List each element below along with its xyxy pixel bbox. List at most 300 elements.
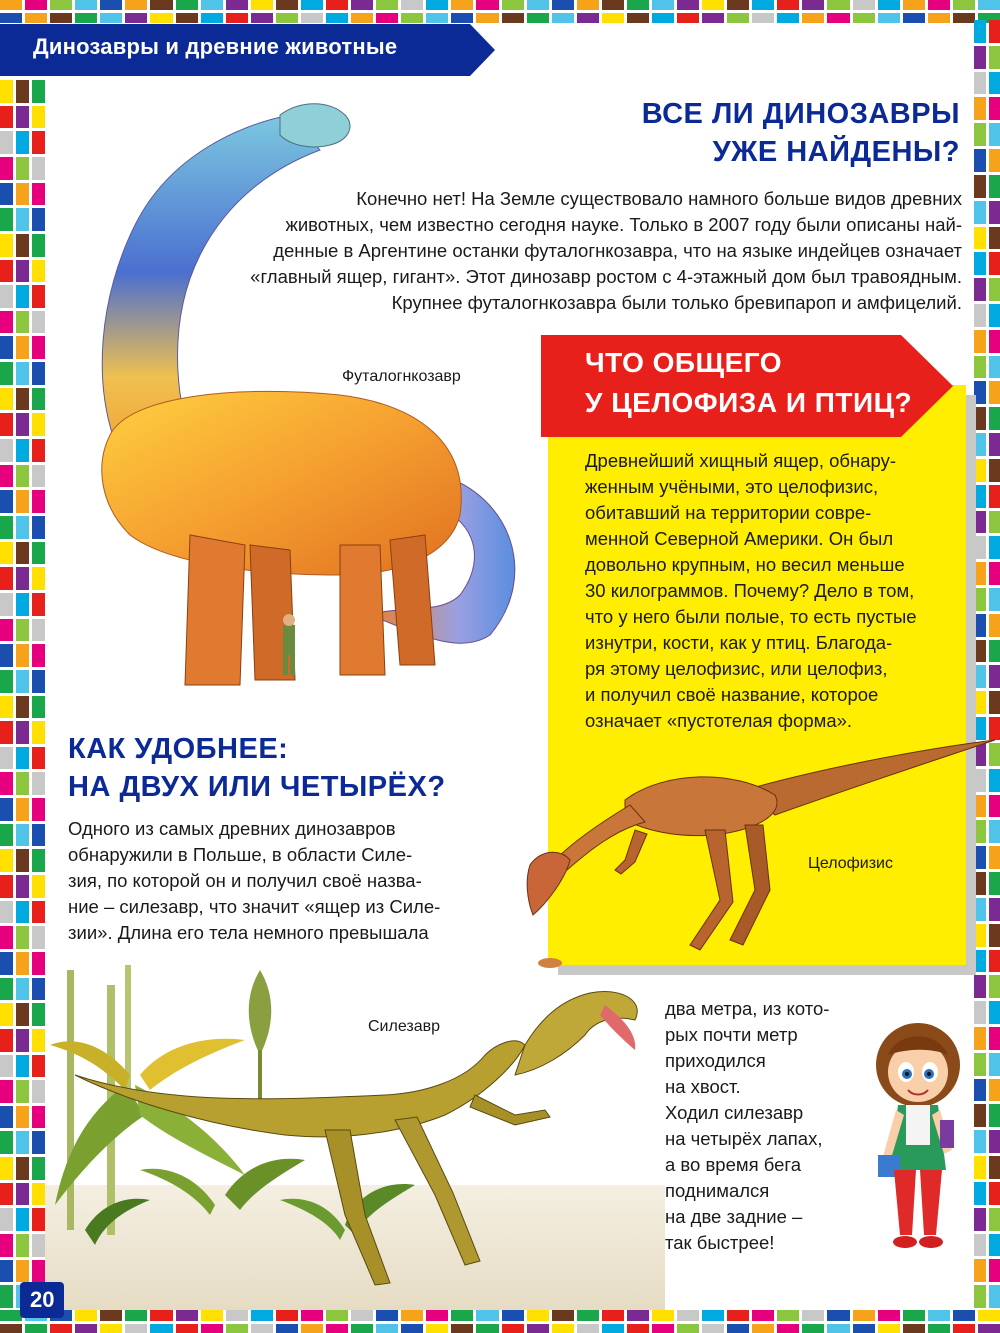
border-tile <box>0 13 22 23</box>
section2-line: обитавший на территории совре- <box>585 502 872 523</box>
border-tile <box>376 1310 398 1321</box>
border-tile <box>226 0 248 10</box>
border-tile <box>301 0 323 10</box>
border-tile <box>16 542 29 565</box>
red-heading-banner <box>541 335 953 437</box>
border-tile <box>125 1310 147 1321</box>
border-tile <box>32 1234 45 1257</box>
border-tile <box>0 875 13 898</box>
border-tile <box>827 1310 849 1321</box>
border-tile <box>32 978 45 1001</box>
border-tile <box>16 465 29 488</box>
border-tile <box>426 0 448 10</box>
border-tile <box>16 80 29 103</box>
border-tile <box>201 13 223 23</box>
border-tile <box>827 1324 849 1333</box>
border-tile <box>989 1208 1000 1231</box>
border-tile <box>100 13 122 23</box>
border-tile <box>16 1055 29 1078</box>
border-tile <box>401 1310 423 1321</box>
border-tile <box>702 1310 724 1321</box>
section3-continued-line: на четырёх лапах, <box>665 1128 823 1149</box>
border-tile <box>0 849 13 872</box>
border-tile <box>0 901 13 924</box>
border-tile <box>974 46 986 69</box>
coelophysis-illustration <box>515 730 1000 980</box>
border-tile <box>16 362 29 385</box>
border-tile <box>0 1055 13 1078</box>
border-tile <box>0 1003 13 1026</box>
border-tile <box>16 619 29 642</box>
border-tile <box>974 1234 986 1257</box>
border-tile <box>376 1324 398 1333</box>
border-tile <box>989 149 1000 172</box>
border-tile <box>0 516 13 539</box>
border-tile <box>32 1080 45 1103</box>
border-tile <box>827 0 849 10</box>
border-tile <box>989 1053 1000 1076</box>
border-tile <box>702 1324 724 1333</box>
border-tile <box>752 1324 774 1333</box>
border-tile <box>376 13 398 23</box>
border-tile <box>0 0 22 10</box>
border-tile <box>16 978 29 1001</box>
border-tile <box>0 465 13 488</box>
border-tile <box>989 433 1000 456</box>
border-tile <box>989 640 1000 663</box>
border-tile <box>974 1053 986 1076</box>
border-tile <box>16 157 29 180</box>
border-tile <box>451 13 473 23</box>
border-tile <box>201 1310 223 1321</box>
border-tile <box>989 175 1000 198</box>
section2-line: Древнейший хищный ящер, обнару- <box>585 450 896 471</box>
coelophysis-caption: Целофизис <box>808 855 893 872</box>
border-tile <box>125 0 147 10</box>
section3-body <box>68 816 488 946</box>
border-tile <box>974 330 986 353</box>
border-tile <box>32 1183 45 1206</box>
border-tile <box>627 0 649 10</box>
border-tile <box>989 1259 1000 1282</box>
border-tile <box>301 13 323 23</box>
section3-continued-line: так быстрее! <box>665 1232 775 1253</box>
section2-body <box>585 448 955 734</box>
border-tile <box>0 106 13 129</box>
border-tile <box>602 13 624 23</box>
section3-heading-line2: НА ДВУХ ИЛИ ЧЕТЫРЁХ? <box>68 771 446 803</box>
border-tile <box>16 1157 29 1180</box>
section3-continued-line: на хвост. <box>665 1076 741 1097</box>
border-tile <box>16 952 29 975</box>
border-tile <box>752 1310 774 1321</box>
border-tile <box>677 13 699 23</box>
border-tile <box>0 747 13 770</box>
section3-continued-line: два метра, из кото- <box>665 998 830 1019</box>
border-tile <box>0 234 13 257</box>
border-tile <box>989 1130 1000 1153</box>
border-tile <box>16 234 29 257</box>
border-tile <box>974 304 986 327</box>
section2-heading <box>585 343 912 423</box>
border-tile <box>953 0 975 10</box>
border-tile <box>928 1310 950 1321</box>
futalognkosaurus-illustration <box>40 95 540 700</box>
border-tile <box>50 13 72 23</box>
border-tile <box>0 490 13 513</box>
section2-line: и получил своё название, которое <box>585 684 879 705</box>
border-tile <box>989 1104 1000 1127</box>
border-tile <box>953 13 975 23</box>
border-tile <box>32 926 45 949</box>
section2-line: изнутри, кости, как у птиц. Благода- <box>585 632 893 653</box>
border-tile <box>50 1324 72 1333</box>
border-tile <box>989 1234 1000 1257</box>
border-tile <box>32 952 45 975</box>
border-tile <box>251 0 273 10</box>
border-tile <box>989 97 1000 120</box>
top-tile-border <box>0 0 1000 20</box>
section2-line: женным учёными, это целофизис, <box>585 476 879 497</box>
border-tile <box>989 227 1000 250</box>
section3-heading-line1: КАК УДОБНЕЕ: <box>68 733 289 765</box>
border-tile <box>0 1131 13 1154</box>
border-tile <box>627 1324 649 1333</box>
border-tile <box>476 0 498 10</box>
border-tile <box>16 567 29 590</box>
border-tile <box>276 1310 298 1321</box>
header-title: Динозавры и древние животные <box>33 34 398 59</box>
border-tile <box>0 1183 13 1206</box>
border-tile <box>652 1310 674 1321</box>
border-tile <box>16 772 29 795</box>
section2-line: что у него были полые, то есть пустые <box>585 606 917 627</box>
border-tile <box>16 285 29 308</box>
border-tile <box>974 1104 986 1127</box>
border-tile <box>0 1208 13 1231</box>
border-tile <box>527 13 549 23</box>
border-tile <box>974 1259 986 1282</box>
border-tile <box>989 1182 1000 1205</box>
border-tile <box>989 356 1000 379</box>
border-tile <box>974 356 986 379</box>
border-tile <box>989 252 1000 275</box>
border-tile <box>75 1310 97 1321</box>
border-tile <box>150 1324 172 1333</box>
border-tile <box>989 407 1000 430</box>
border-tile <box>853 0 875 10</box>
border-tile <box>16 721 29 744</box>
border-tile <box>652 1324 674 1333</box>
section3-line: зии». Длина его тела немного превышала <box>68 922 429 943</box>
border-tile <box>989 201 1000 224</box>
girl-mascot-illustration <box>868 1020 968 1255</box>
border-tile <box>25 1324 47 1333</box>
border-tile <box>16 260 29 283</box>
border-tile <box>32 721 45 744</box>
border-tile <box>0 1080 13 1103</box>
border-tile <box>326 1324 348 1333</box>
border-tile <box>989 72 1000 95</box>
border-tile <box>677 0 699 10</box>
section1-line: Крупнее футалогнкозавра были только бревипароп и амфицелий. <box>391 292 962 313</box>
border-tile <box>974 252 986 275</box>
border-tile <box>276 0 298 10</box>
border-tile <box>426 13 448 23</box>
border-tile <box>974 97 986 120</box>
border-tile <box>16 1003 29 1026</box>
border-tile <box>802 1324 824 1333</box>
section2-heading-line1: ЧТО ОБЩЕГО <box>585 347 783 378</box>
border-tile <box>0 1310 22 1321</box>
border-tile <box>502 1310 524 1321</box>
border-tile <box>827 13 849 23</box>
section1-heading-line2: УЖЕ НАЙДЕНЫ? <box>712 136 960 168</box>
section3-continued-line: рых почти метр <box>665 1024 798 1045</box>
border-tile <box>125 1324 147 1333</box>
border-tile <box>150 0 172 10</box>
border-tile <box>974 278 986 301</box>
section1-heading <box>560 95 960 171</box>
border-tile <box>527 1324 549 1333</box>
border-tile <box>16 1106 29 1129</box>
page-number: 20 <box>30 1287 55 1312</box>
border-tile <box>974 1182 986 1205</box>
border-tile <box>974 1285 986 1308</box>
border-tile <box>226 1310 248 1321</box>
section1-line: «главный ящер, гигант». Этот динозавр ростом с 4-этажный дом был травоядным. <box>250 266 962 287</box>
border-tile <box>16 311 29 334</box>
border-tile <box>176 1324 198 1333</box>
border-tile <box>201 1324 223 1333</box>
border-tile <box>276 13 298 23</box>
border-tile <box>702 0 724 10</box>
border-tile <box>32 1029 45 1052</box>
border-tile <box>16 1029 29 1052</box>
border-tile <box>176 0 198 10</box>
section3-line: Одного из самых древних динозавров <box>68 818 396 839</box>
border-tile <box>25 0 47 10</box>
border-tile <box>878 0 900 10</box>
border-tile <box>32 1131 45 1154</box>
border-tile <box>150 13 172 23</box>
border-tile <box>75 0 97 10</box>
border-tile <box>251 1324 273 1333</box>
border-tile <box>16 747 29 770</box>
border-tile <box>226 13 248 23</box>
border-tile <box>0 721 13 744</box>
border-tile <box>75 13 97 23</box>
border-tile <box>226 1324 248 1333</box>
section2-heading-line2: У ЦЕЛОФИЗА И ПТИЦ? <box>585 387 913 418</box>
border-tile <box>32 747 45 770</box>
section2-line: ря этому целофизис, или целофиз, <box>585 658 888 679</box>
border-tile <box>16 1208 29 1231</box>
border-tile <box>974 1001 986 1024</box>
border-tile <box>903 13 925 23</box>
silesaurus-illustration <box>45 965 665 1310</box>
border-tile <box>989 1285 1000 1308</box>
bottom-tile-border <box>0 1310 1000 1332</box>
border-tile <box>16 670 29 693</box>
border-tile <box>602 1310 624 1321</box>
border-tile <box>974 1027 986 1050</box>
border-tile <box>326 13 348 23</box>
border-tile <box>0 824 13 847</box>
border-tile <box>928 0 950 10</box>
border-tile <box>276 1324 298 1333</box>
section3-line: ние – силезавр, что значит «ящер из Силе- <box>68 896 441 917</box>
border-tile <box>16 849 29 872</box>
border-tile <box>0 670 13 693</box>
border-tile <box>201 0 223 10</box>
border-tile <box>326 0 348 10</box>
border-tile <box>301 1324 323 1333</box>
border-tile <box>451 0 473 10</box>
border-tile <box>176 13 198 23</box>
section3-continued-line: а во время бега <box>665 1154 802 1175</box>
border-tile <box>16 388 29 411</box>
border-tile <box>777 0 799 10</box>
border-tile <box>974 1079 986 1102</box>
border-tile <box>978 0 1000 10</box>
border-tile <box>577 1324 599 1333</box>
border-tile <box>752 13 774 23</box>
border-tile <box>16 593 29 616</box>
border-tile <box>16 926 29 949</box>
border-tile <box>32 1260 45 1283</box>
border-tile <box>0 1285 13 1308</box>
border-tile <box>878 13 900 23</box>
futalognkosaurus-caption: Футалогнкозавр <box>342 368 461 385</box>
border-tile <box>777 1324 799 1333</box>
border-tile <box>953 1310 975 1321</box>
border-tile <box>16 1234 29 1257</box>
border-tile <box>16 798 29 821</box>
border-tile <box>351 1324 373 1333</box>
border-tile <box>903 1310 925 1321</box>
border-tile <box>552 0 574 10</box>
border-tile <box>802 0 824 10</box>
border-tile <box>727 1310 749 1321</box>
border-tile <box>802 1310 824 1321</box>
border-tile <box>16 824 29 847</box>
border-tile <box>989 459 1000 482</box>
border-tile <box>0 798 13 821</box>
border-tile <box>0 260 13 283</box>
section3-line: обнаружили в Польше, в области Силе- <box>68 844 413 865</box>
border-tile <box>989 511 1000 534</box>
border-tile <box>502 1324 524 1333</box>
border-tile <box>0 80 13 103</box>
border-tile <box>989 278 1000 301</box>
border-tile <box>0 285 13 308</box>
border-tile <box>32 1157 45 1180</box>
border-tile <box>989 588 1000 611</box>
border-tile <box>32 1208 45 1231</box>
border-tile <box>32 1055 45 1078</box>
border-tile <box>928 13 950 23</box>
border-tile <box>16 875 29 898</box>
border-tile <box>351 0 373 10</box>
border-tile <box>989 330 1000 353</box>
border-tile <box>0 183 13 206</box>
border-tile <box>16 644 29 667</box>
border-tile <box>476 1310 498 1321</box>
border-tile <box>0 567 13 590</box>
border-tile <box>878 1324 900 1333</box>
border-tile <box>16 336 29 359</box>
border-tile <box>974 1156 986 1179</box>
border-tile <box>32 875 45 898</box>
border-tile <box>627 13 649 23</box>
border-tile <box>974 123 986 146</box>
border-tile <box>989 381 1000 404</box>
border-tile <box>426 1324 448 1333</box>
border-tile <box>251 1310 273 1321</box>
border-tile <box>903 1324 925 1333</box>
border-tile <box>16 1260 29 1283</box>
border-tile <box>989 1027 1000 1050</box>
border-tile <box>451 1324 473 1333</box>
border-tile <box>928 1324 950 1333</box>
border-tile <box>32 849 45 872</box>
border-tile <box>502 13 524 23</box>
section1-line: животных, чем известно сегодня науке. Только в 2007 году были описаны най- <box>285 214 962 235</box>
border-tile <box>989 665 1000 688</box>
border-tile <box>401 13 423 23</box>
border-tile <box>777 13 799 23</box>
section1-line: денные в Аргентине останки футалогнкозавра, что на языке индейцев означает <box>273 240 962 261</box>
border-tile <box>974 175 986 198</box>
border-tile <box>0 157 13 180</box>
border-tile <box>16 1080 29 1103</box>
border-tile <box>552 13 574 23</box>
border-tile <box>0 311 13 334</box>
border-tile <box>853 13 875 23</box>
border-tile <box>974 20 986 43</box>
border-tile <box>878 1310 900 1321</box>
border-tile <box>0 208 13 231</box>
border-tile <box>989 1001 1000 1024</box>
border-tile <box>0 336 13 359</box>
border-tile <box>100 1310 122 1321</box>
border-tile <box>989 691 1000 714</box>
border-tile <box>32 798 45 821</box>
border-tile <box>32 901 45 924</box>
border-tile <box>100 1324 122 1333</box>
border-tile <box>301 1310 323 1321</box>
border-tile <box>502 0 524 10</box>
border-tile <box>32 1003 45 1026</box>
border-tile <box>401 1324 423 1333</box>
border-tile <box>974 1130 986 1153</box>
border-tile <box>16 439 29 462</box>
border-tile <box>476 13 498 23</box>
section2-line: довольно крупным, но весил меньше <box>585 554 905 575</box>
border-tile <box>989 485 1000 508</box>
border-tile <box>150 1310 172 1321</box>
border-tile <box>989 562 1000 585</box>
border-tile <box>989 614 1000 637</box>
border-tile <box>0 644 13 667</box>
border-tile <box>577 1310 599 1321</box>
border-tile <box>0 926 13 949</box>
border-tile <box>974 201 986 224</box>
border-tile <box>853 1310 875 1321</box>
border-tile <box>251 13 273 23</box>
section1-heading-line1: ВСЕ ЛИ ДИНОЗАВРЫ <box>641 98 960 130</box>
